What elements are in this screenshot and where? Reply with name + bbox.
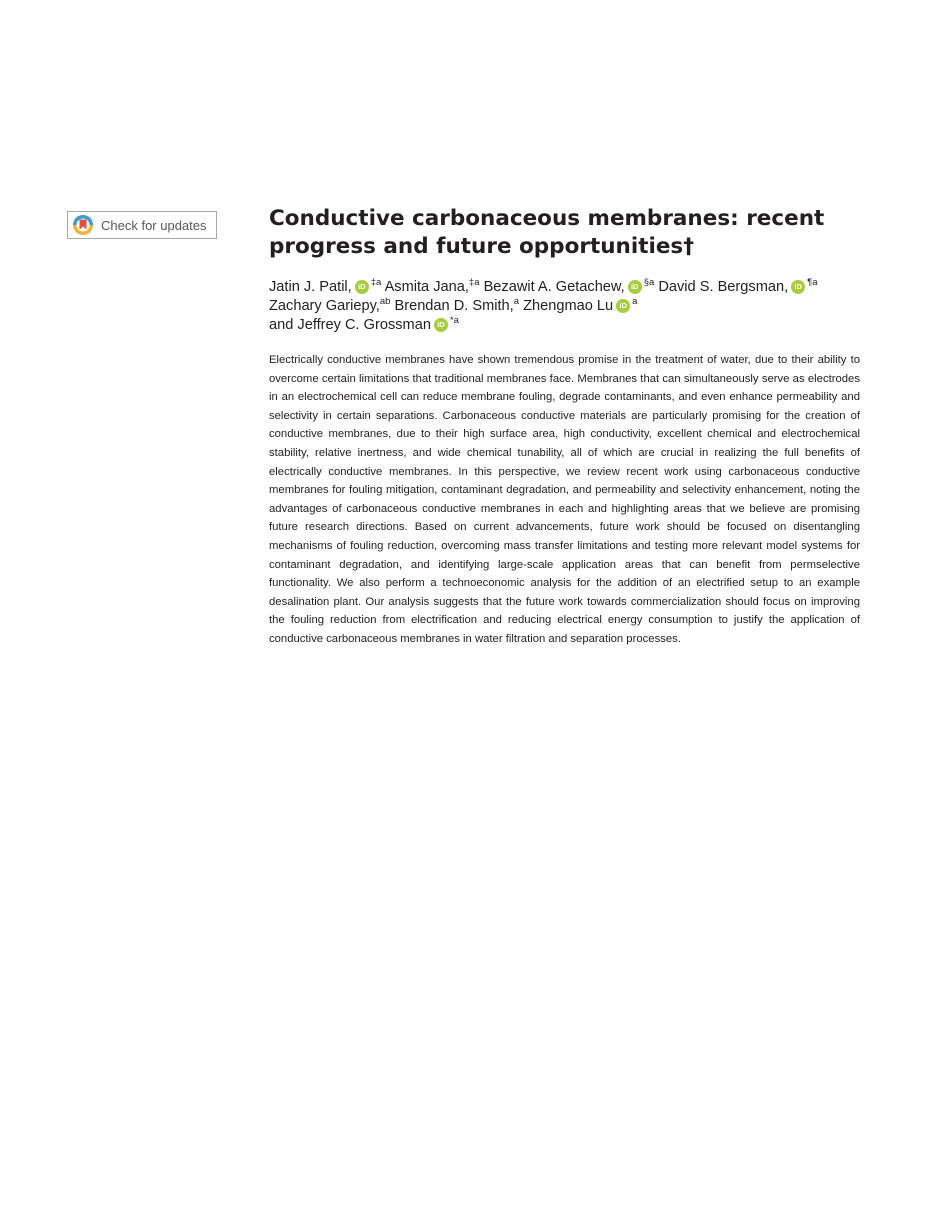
orcid-icon[interactable]: iD bbox=[434, 318, 448, 332]
orcid-icon[interactable]: iD bbox=[628, 280, 642, 294]
title-footnote-mark[interactable]: † bbox=[683, 234, 694, 259]
check-for-updates-button[interactable] bbox=[67, 211, 217, 239]
article-title-text: Conductive carbonaceous membranes: recent progress and future opportunities bbox=[269, 206, 825, 259]
orcid-icon[interactable]: iD bbox=[791, 280, 805, 294]
author-affiliation: a bbox=[632, 296, 638, 307]
author-name[interactable]: Jatin J. Patil, bbox=[269, 279, 352, 295]
author-name[interactable]: Bezawit A. Getachew, bbox=[483, 279, 625, 295]
author-name[interactable]: Brendan D. Smith, bbox=[394, 298, 514, 314]
author-affiliation: ‡a bbox=[468, 277, 480, 288]
orcid-icon[interactable]: iD bbox=[355, 280, 369, 294]
author-name[interactable]: Asmita Jana, bbox=[384, 279, 469, 295]
author-affiliation: ab bbox=[379, 296, 391, 307]
author-name[interactable]: and Jeffrey C. Grossman bbox=[269, 317, 431, 333]
crossmark-icon bbox=[72, 214, 94, 236]
author-name[interactable]: Zhengmao Lu bbox=[523, 298, 614, 314]
check-for-updates-label: Check for updates bbox=[101, 217, 207, 233]
author-name[interactable]: Zachary Gariepy, bbox=[269, 298, 380, 314]
author-line-2 bbox=[269, 297, 869, 316]
orcid-icon[interactable]: iD bbox=[616, 299, 630, 313]
author-line-3 bbox=[269, 316, 869, 335]
abstract: Electrically conductive membranes have shown tremendous promise in the treatment of water, due to their ability to overcome certain limitations that traditional membranes face. Membranes that can simultaneously serve as electrodes in an electrochemical cell can reduce membrane fouling, degrade contaminants, and even enhance permeability and selectivity in certain separations. Carbonaceous conductive materials are particularly promising for the creation of conductive membranes, due to their high surface area, high conductivity, excellent chemical and electrochemical stability, relative inertness, and wide chemical tunability, all of which are crucial in realizing the full benefits of electrically conductive membranes. In this perspective, we review recent work using carbonaceous conductive membranes for fouling mitigation, contaminant degradation, and permeability and selectivity enhancement, noting the advantages of carbonaceous conductive membranes in each and highlighting areas that we believe are promising future research directions. Based on current advancements, future work should be focused on disentangling mechanisms of fouling reduction, overcoming mass transfer limitations and testing more relevant model systems for contaminant degradation, and identifying large-scale application areas that can benefit from permselective functionality. We also perform a technoeconomic analysis for the addition of an electrified setup to an example desalination plant. Our analysis suggests that the future work towards commercialization should focus on improving the fouling reduction from electrification and reducing electrical energy consumption to justify the application of conductive carbonaceous membranes in water filtration and separation processes. bbox=[269, 354, 860, 645]
author-line-1 bbox=[269, 278, 869, 297]
author-affiliation: §a bbox=[643, 277, 655, 288]
author-affiliation: a bbox=[513, 296, 520, 307]
author-name[interactable]: David S. Bergsman, bbox=[658, 279, 789, 295]
author-affiliation: ‡a bbox=[370, 277, 382, 288]
author-affiliation: ¶a bbox=[807, 277, 818, 288]
article-title bbox=[269, 205, 869, 261]
author-list bbox=[269, 278, 869, 335]
author-affiliation: *a bbox=[449, 315, 459, 326]
